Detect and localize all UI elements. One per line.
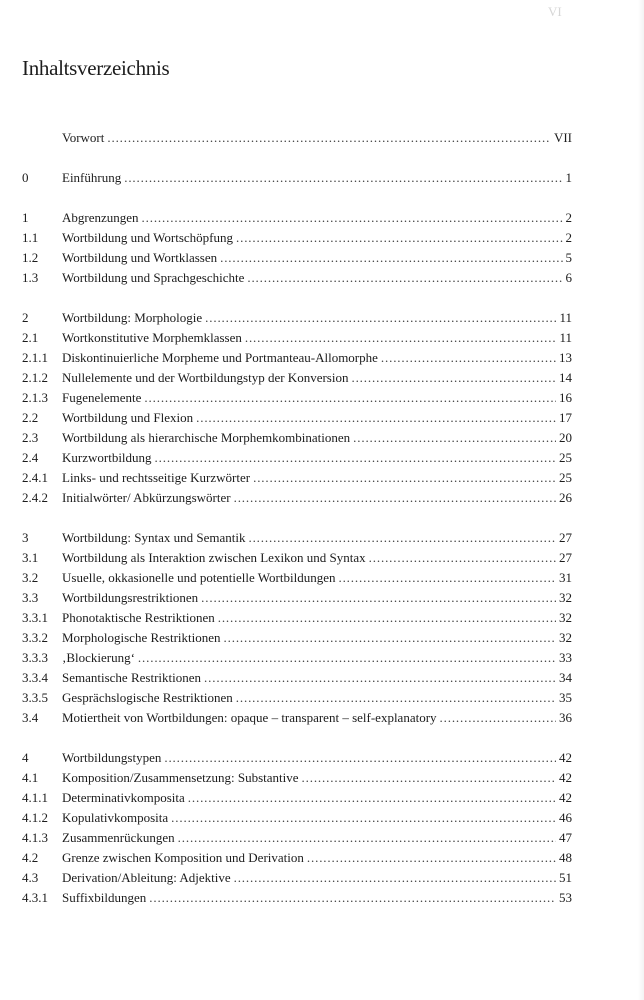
- toc-entry: [22, 888, 572, 908]
- toc-entry-title: Phonotaktische Restriktionen: [62, 610, 215, 625]
- toc-entry-title: Wortbildung als hierarchische Morphemkombinationen: [62, 430, 351, 445]
- toc-dot-leader: [124, 168, 562, 188]
- toc-entry: [22, 808, 572, 828]
- toc-dot-leader: [302, 768, 556, 788]
- toc-section: [22, 128, 572, 148]
- toc-entry-title: Wortbildung und Sprachgeschichte: [62, 270, 245, 285]
- toc-entry-title: Semantische Restriktionen: [62, 670, 202, 685]
- toc-entry: [22, 528, 572, 548]
- toc-entry-title: Fugenelemente: [62, 390, 142, 405]
- toc-entry-number: 1.3: [22, 270, 39, 285]
- toc-page-number: 33: [559, 650, 572, 665]
- toc-dot-leader: [188, 788, 556, 808]
- toc-dot-leader: [236, 228, 563, 248]
- toc-entry-number: 2: [22, 310, 29, 325]
- toc-dot-leader: [149, 888, 556, 908]
- toc-entry: [22, 428, 572, 448]
- toc-dot-leader: [218, 608, 556, 628]
- toc-entry-number: 3.3.4: [22, 670, 48, 685]
- toc-entry-title: Wortbildungstypen: [62, 750, 162, 765]
- toc-entry: [22, 688, 572, 708]
- toc-entry: [22, 588, 572, 608]
- toc-dot-leader: [338, 568, 556, 588]
- toc-section: [22, 528, 572, 728]
- toc-entry: [22, 268, 572, 288]
- toc-dot-leader: [138, 648, 556, 668]
- toc-dot-leader: [164, 748, 556, 768]
- toc-dot-leader: [307, 848, 556, 868]
- toc-page-number: 13: [559, 350, 572, 365]
- toc-entry: [22, 348, 572, 368]
- toc-section: [22, 748, 572, 908]
- toc-entry: [22, 248, 572, 268]
- toc-page-number: 11: [559, 310, 572, 325]
- toc-dot-leader: [353, 428, 556, 448]
- toc-section: [22, 308, 572, 508]
- toc-entry-title: Morphologische Restriktionen: [62, 630, 221, 645]
- toc-entry-number: 3: [22, 530, 29, 545]
- toc-dot-leader: [381, 348, 556, 368]
- toc-page-number: 2: [565, 210, 572, 225]
- toc-dot-leader: [220, 248, 562, 268]
- toc-entry-number: 4.1.2: [22, 810, 48, 825]
- toc-entry-number: 4.1.3: [22, 830, 48, 845]
- toc-entry-title: Einführung: [62, 170, 122, 185]
- toc-entry-title: Wortbildung und Flexion: [62, 410, 194, 425]
- toc-entry: [22, 128, 572, 148]
- toc-dot-leader: [253, 468, 556, 488]
- toc-entry: [22, 308, 572, 328]
- toc-page-number: 20: [559, 430, 572, 445]
- toc-entry-title: Kurzwortbildung: [62, 450, 152, 465]
- toc-entry: [22, 748, 572, 768]
- toc-entry-title: Vorwort: [62, 130, 105, 145]
- toc-dot-leader: [369, 548, 556, 568]
- toc-entry: [22, 648, 572, 668]
- toc-page-number: 25: [559, 470, 572, 485]
- toc-entry-title: Wortbildung und Wortschöpfung: [62, 230, 233, 245]
- toc-entry: [22, 368, 572, 388]
- toc-entry: [22, 848, 572, 868]
- toc-entry: [22, 788, 572, 808]
- toc-entry-title: Wortbildung und Wortklassen: [62, 250, 218, 265]
- toc-entry: [22, 828, 572, 848]
- toc-page-number: 47: [559, 830, 572, 845]
- toc-page-number: 32: [559, 630, 572, 645]
- toc-page-number: 34: [559, 670, 572, 685]
- toc-page-number: 32: [559, 610, 572, 625]
- toc-page-number: VII: [553, 130, 572, 145]
- toc-entry: [22, 208, 572, 228]
- toc-page-number: 42: [559, 770, 572, 785]
- toc-page-number: 16: [559, 390, 572, 405]
- toc-dot-leader: [178, 828, 556, 848]
- toc-page-number: 2: [565, 230, 572, 245]
- toc-entry-number: 3.2: [22, 570, 39, 585]
- toc-entry: [22, 668, 572, 688]
- toc-page-number: 27: [559, 530, 572, 545]
- toc-entry-number: 2.1.1: [22, 350, 48, 365]
- toc-entry-number: 2.1: [22, 330, 39, 345]
- toc-entry: [22, 868, 572, 888]
- toc-page-number: 1: [565, 170, 572, 185]
- toc-entry-title: Nullelemente und der Wortbildungstyp der Konversion: [62, 370, 349, 385]
- toc-entry-number: 4.3.1: [22, 890, 48, 905]
- toc-page-number: 27: [559, 550, 572, 565]
- toc-entry: [22, 408, 572, 428]
- toc-entry: [22, 448, 572, 468]
- page-title: Inhaltsverzeichnis: [22, 56, 170, 80]
- toc-page-number: 11: [559, 330, 572, 345]
- toc-entry-number: 2.4.1: [22, 470, 48, 485]
- toc-dot-leader: [204, 668, 556, 688]
- toc-entry: [22, 168, 572, 188]
- toc-entry-number: 4.1.1: [22, 790, 48, 805]
- toc-entry-title: Abgrenzungen: [62, 210, 139, 225]
- toc-entry: [22, 568, 572, 588]
- bleed-through-text: VI: [548, 4, 562, 19]
- toc-entry-number: 0: [22, 170, 29, 185]
- toc-entry-number: 3.3.5: [22, 690, 48, 705]
- toc-entry: [22, 228, 572, 248]
- toc-entry-title: Kopulativkomposita: [62, 810, 169, 825]
- toc-entry: [22, 768, 572, 788]
- toc-page-number: 26: [559, 490, 572, 505]
- toc-dot-leader: [234, 868, 556, 888]
- toc-section: [22, 168, 572, 188]
- toc-entry: [22, 468, 572, 488]
- toc-page-number: 6: [565, 270, 572, 285]
- toc-page-number: 25: [559, 450, 572, 465]
- page-edge-shadow: [638, 0, 644, 1000]
- toc-page-number: 53: [559, 890, 572, 905]
- toc-dot-leader: [155, 448, 556, 468]
- toc-page-number: 42: [559, 750, 572, 765]
- toc-entry: [22, 328, 572, 348]
- toc-entry-number: 1.2: [22, 250, 39, 265]
- toc-dot-leader: [205, 308, 556, 328]
- toc-page-number: 17: [559, 410, 572, 425]
- toc-entry-number: 2.4: [22, 450, 39, 465]
- toc-entry-number: 4.2: [22, 850, 39, 865]
- toc-entry-title: Determinativkomposita: [62, 790, 185, 805]
- toc-dot-leader: [248, 528, 556, 548]
- toc-entry: [22, 548, 572, 568]
- toc-page-number: 35: [559, 690, 572, 705]
- toc-entry-number: 1: [22, 210, 29, 225]
- toc-page-number: 14: [559, 370, 572, 385]
- toc-entry: [22, 488, 572, 508]
- toc-entry-number: 2.1.3: [22, 390, 48, 405]
- toc-page-number: 42: [559, 790, 572, 805]
- table-of-contents: [22, 128, 572, 928]
- toc-entry-number: 2.4.2: [22, 490, 48, 505]
- toc-dot-leader: [171, 808, 556, 828]
- toc-entry-number: 4.3: [22, 870, 39, 885]
- toc-page-number: 46: [559, 810, 572, 825]
- toc-entry-title: Wortbildung: Syntax und Semantik: [62, 530, 246, 545]
- toc-entry-title: Motiertheit von Wortbildungen: opaque – transparent – self-explanatory: [62, 710, 437, 725]
- toc-entry-number: 3.3.3: [22, 650, 48, 665]
- toc-entry: [22, 708, 572, 728]
- toc-page-number: 5: [565, 250, 572, 265]
- toc-entry-number: 3.3.1: [22, 610, 48, 625]
- toc-dot-leader: [440, 708, 556, 728]
- toc-entry-title: Derivation/Ableitung: Adjektive: [62, 870, 231, 885]
- toc-entry-number: 4: [22, 750, 29, 765]
- toc-dot-leader: [144, 388, 556, 408]
- toc-page-number: 51: [559, 870, 572, 885]
- toc-entry-title: Diskontinuierliche Morpheme und Portmanteau-Allomorphe: [62, 350, 378, 365]
- toc-dot-leader: [351, 368, 556, 388]
- toc-dot-leader: [236, 688, 556, 708]
- toc-page-number: 31: [559, 570, 572, 585]
- toc-entry-number: 2.3: [22, 430, 39, 445]
- toc-entry-number: 2.2: [22, 410, 39, 425]
- toc-dot-leader: [247, 268, 562, 288]
- toc-entry-title: Suffixbildungen: [62, 890, 147, 905]
- toc-page-number: 36: [559, 710, 572, 725]
- toc-dot-leader: [107, 128, 551, 148]
- toc-entry-title: Usuelle, okkasionelle und potentielle Wortbildungen: [62, 570, 336, 585]
- toc-entry-number: 3.1: [22, 550, 39, 565]
- toc-dot-leader: [245, 328, 557, 348]
- toc-entry-number: 2.1.2: [22, 370, 48, 385]
- toc-dot-leader: [224, 628, 556, 648]
- toc-dot-leader: [234, 488, 556, 508]
- toc-section: [22, 208, 572, 288]
- toc-entry-title: Grenze zwischen Komposition und Derivation: [62, 850, 304, 865]
- toc-entry: [22, 388, 572, 408]
- toc-entry-title: Wortbildung als Interaktion zwischen Lexikon und Syntax: [62, 550, 366, 565]
- toc-entry-title: Gesprächslogische Restriktionen: [62, 690, 233, 705]
- toc-entry-title: Initialwörter/ Abkürzungswörter: [62, 490, 231, 505]
- toc-entry-title: Wortbildung: Morphologie: [62, 310, 203, 325]
- toc-page-number: 32: [559, 590, 572, 605]
- toc-entry-title: ‚Blockierung‘: [62, 650, 135, 665]
- toc-entry-number: 4.1: [22, 770, 39, 785]
- toc-entry-title: Komposition/Zusammensetzung: Substantive: [62, 770, 299, 785]
- toc-entry-title: Links- und rechtsseitige Kurzwörter: [62, 470, 251, 485]
- toc-entry-title: Wortbildungsrestriktionen: [62, 590, 199, 605]
- toc-page-number: 48: [559, 850, 572, 865]
- toc-entry-number: 3.3.2: [22, 630, 48, 645]
- toc-entry-number: 3.4: [22, 710, 39, 725]
- toc-entry-title: Wortkonstitutive Morphemklassen: [62, 330, 242, 345]
- toc-entry-number: 3.3: [22, 590, 39, 605]
- toc-dot-leader: [142, 208, 563, 228]
- toc-entry-number: 1.1: [22, 230, 39, 245]
- toc-entry: [22, 628, 572, 648]
- toc-entry-title: Zusammenrückungen: [62, 830, 175, 845]
- toc-entry: [22, 608, 572, 628]
- toc-dot-leader: [196, 408, 556, 428]
- toc-dot-leader: [201, 588, 556, 608]
